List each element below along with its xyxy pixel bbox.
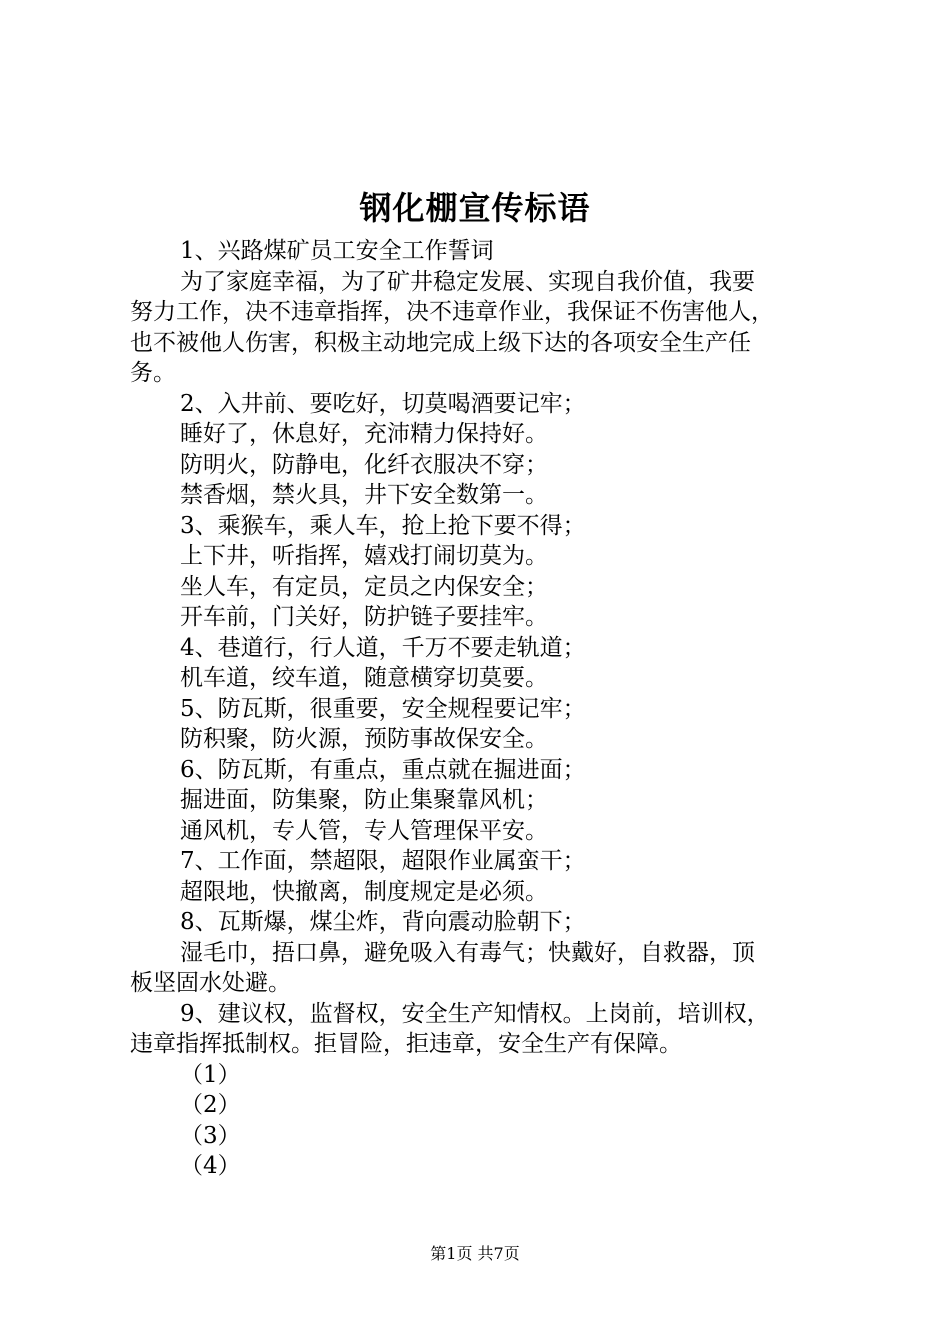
text-line: 4、巷道行，行人道，千万不要走轨道； (180, 634, 586, 661)
text-line: 板坚固水处避。 (130, 970, 291, 996)
text-line: 睡好了，休息好，充沛精力保持好。 (180, 421, 548, 447)
text-line: 掘进面，防集聚，防止集聚靠风机； (180, 787, 548, 813)
text-line: 为了家庭幸福，为了矿井稳定发展、实现自我价值，我要 (180, 268, 755, 295)
text-line: 9、建议权，监督权，安全生产知情权。上岗前，培训权， (180, 1000, 770, 1027)
text-line: 2、入井前、要吃好，切莫喝酒要记牢； (180, 390, 586, 417)
text-line: 1、兴路煤矿员工安全工作誓词 (180, 238, 494, 264)
text-line: 8、瓦斯爆，煤尘炸，背向震动脸朝下； (180, 909, 586, 935)
list-number: （4） (180, 1153, 241, 1179)
text-line: 努力工作，决不违章指挥，决不违章作业，我保证不伤害他人， (130, 299, 774, 325)
text-line: 7、工作面，禁超限，超限作业属蛮干； (180, 848, 586, 874)
text-line: 上下井，听指挥，嬉戏打闹切莫为。 (180, 543, 548, 569)
list-number: （1） (180, 1061, 241, 1088)
page-footer: 第1页 共7页 (430, 1244, 520, 1263)
text-line: 防积聚，防火源，预防事故保安全。 (180, 726, 548, 752)
text-line: 5、防瓦斯，很重要，安全规程要记牢； (180, 695, 586, 722)
document-body (130, 236, 830, 1182)
text-line: 防明火，防静电，化纤衣服决不穿； (180, 451, 548, 478)
text-line: 超限地，快撤离，制度规定是必须。 (180, 878, 548, 905)
text-line: 6、防瓦斯，有重点，重点就在掘进面； (180, 756, 586, 783)
text-line: 湿毛巾，捂口鼻，避免吸入有毒气；快戴好，自救器，顶 (180, 939, 755, 966)
text-line: 禁香烟，禁火具，井下安全数第一。 (180, 482, 548, 508)
text-line: 务。 (130, 360, 176, 386)
text-line: 通风机，专人管，专人管理保平安。 (180, 817, 548, 844)
text-line: 机车道，绞车道，随意横穿切莫要。 (180, 665, 548, 691)
text-line: 违章指挥抵制权。拒冒险，拒违章，安全生产有保障。 (130, 1031, 682, 1057)
document-title: 钢化棚宣传标语 (359, 189, 591, 227)
text-line: 坐人车，有定员，定员之内保安全； (180, 573, 548, 600)
text-line: 也不被他人伤害，积极主动地完成上级下达的各项安全生产任 (130, 329, 751, 356)
list-number: （2） (180, 1092, 241, 1118)
text-line: 3、乘猴车，乘人车，抢上抢下要不得； (180, 512, 586, 539)
list-number: （3） (180, 1122, 241, 1149)
text-line: 开车前，门关好，防护链子要挂牢。 (180, 604, 548, 630)
